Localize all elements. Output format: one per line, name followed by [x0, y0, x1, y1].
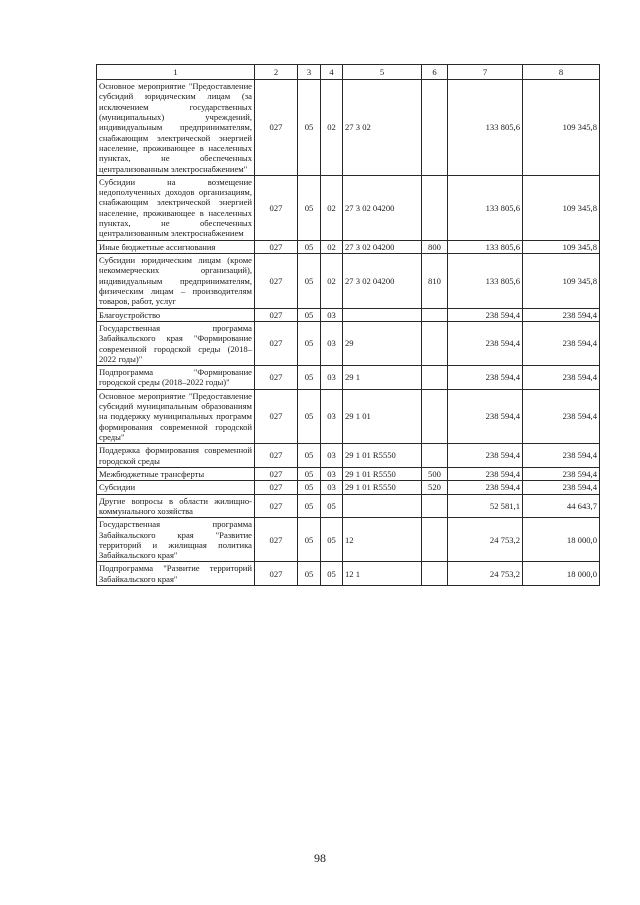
table-row	[97, 366, 600, 390]
table-row	[97, 80, 600, 176]
section-cell: 05	[298, 389, 321, 444]
amount-cell: 238 594,4	[448, 481, 523, 494]
name-cell: Поддержка формирования современной городской среды	[97, 444, 255, 468]
header-cell: 8	[523, 65, 600, 80]
amount-cell: 109 345,8	[523, 175, 600, 240]
table-row	[97, 494, 600, 518]
amount-cell: 44 643,7	[523, 494, 600, 518]
name-cell: Основное мероприятие "Предоставление субсидий юридическим лицам (за исключением государственных (муниципальных) учреждений, индивидуальным предпринимателям, снабжающим электрической энергией население, проживающее в населенных пунктах, не обеспеченных централизованным электроснабжением"	[97, 80, 255, 176]
amount-cell: 238 594,4	[523, 321, 600, 365]
table-row	[97, 467, 600, 480]
table-row	[97, 254, 600, 309]
section-cell: 05	[298, 366, 321, 390]
name-cell: Другие вопросы в области жилищно-коммунального хозяйства	[97, 494, 255, 518]
table-row	[97, 562, 600, 586]
expense-type-cell	[422, 518, 448, 562]
section-cell: 05	[298, 321, 321, 365]
section-cell: 05	[298, 518, 321, 562]
name-cell: Государственная программа Забайкальского края "Развитие территорий и жилищная политика Забайкальского края"	[97, 518, 255, 562]
amount-cell: 109 345,8	[523, 254, 600, 309]
amount-cell: 18 000,0	[523, 518, 600, 562]
subsection-cell: 02	[321, 240, 343, 253]
subsection-cell: 02	[321, 254, 343, 309]
target-article-cell	[343, 494, 422, 518]
name-cell: Благоустройство	[97, 308, 255, 321]
section-cell: 05	[298, 308, 321, 321]
table-body	[97, 65, 600, 586]
amount-cell: 238 594,4	[523, 389, 600, 444]
code-cell: 027	[255, 494, 298, 518]
amount-cell: 24 753,2	[448, 518, 523, 562]
table-row	[97, 444, 600, 468]
page-number: 98	[314, 851, 326, 865]
table-row	[97, 389, 600, 444]
section-cell: 05	[298, 254, 321, 309]
section-cell: 05	[298, 444, 321, 468]
name-cell: Подпрограмма "Формирование городской среды (2018–2022 годы)"	[97, 366, 255, 390]
table-row	[97, 518, 600, 562]
table-row	[97, 321, 600, 365]
subsection-cell: 02	[321, 80, 343, 176]
amount-cell: 238 594,4	[448, 467, 523, 480]
code-cell: 027	[255, 254, 298, 309]
target-article-cell: 29 1 01	[343, 389, 422, 444]
code-cell: 027	[255, 240, 298, 253]
expense-type-cell	[422, 444, 448, 468]
expense-type-cell	[422, 494, 448, 518]
budget-table	[96, 64, 600, 586]
subsection-cell: 05	[321, 494, 343, 518]
amount-cell: 238 594,4	[523, 481, 600, 494]
name-cell: Основное мероприятие "Предоставление субсидий муниципальным образованиям на поддержку муниципальных программ формирования современной городской среды"	[97, 389, 255, 444]
subsection-cell: 03	[321, 481, 343, 494]
amount-cell: 238 594,4	[448, 366, 523, 390]
subsection-cell: 05	[321, 562, 343, 586]
name-cell: Государственная программа Забайкальского края "Формирование современной городской среды (2018–2022 годы)"	[97, 321, 255, 365]
section-cell: 05	[298, 240, 321, 253]
amount-cell: 52 581,1	[448, 494, 523, 518]
code-cell: 027	[255, 366, 298, 390]
table-row	[97, 240, 600, 253]
amount-cell: 109 345,8	[523, 240, 600, 253]
amount-cell: 238 594,4	[523, 366, 600, 390]
target-article-cell: 29	[343, 321, 422, 365]
target-article-cell: 29 1 01 R5550	[343, 444, 422, 468]
target-article-cell: 27 3 02 04200	[343, 240, 422, 253]
header-cell: 6	[422, 65, 448, 80]
section-cell: 05	[298, 481, 321, 494]
target-article-cell: 29 1	[343, 366, 422, 390]
header-row	[97, 65, 600, 80]
expense-type-cell	[422, 562, 448, 586]
amount-cell: 238 594,4	[448, 308, 523, 321]
subsection-cell: 03	[321, 467, 343, 480]
expense-type-cell: 520	[422, 481, 448, 494]
subsection-cell: 03	[321, 389, 343, 444]
table-row	[97, 175, 600, 240]
expense-type-cell	[422, 389, 448, 444]
table-row	[97, 308, 600, 321]
section-cell: 05	[298, 175, 321, 240]
name-cell: Субсидии	[97, 481, 255, 494]
subsection-cell: 03	[321, 321, 343, 365]
amount-cell: 238 594,4	[448, 444, 523, 468]
amount-cell: 238 594,4	[523, 308, 600, 321]
table-row	[97, 481, 600, 494]
expense-type-cell: 800	[422, 240, 448, 253]
amount-cell: 238 594,4	[448, 389, 523, 444]
header-cell: 2	[255, 65, 298, 80]
subsection-cell: 05	[321, 518, 343, 562]
amount-cell: 24 753,2	[448, 562, 523, 586]
name-cell: Подпрограмма "Развитие территорий Забайкальского края"	[97, 562, 255, 586]
amount-cell: 18 000,0	[523, 562, 600, 586]
amount-cell: 133 805,6	[448, 80, 523, 176]
header-cell: 5	[343, 65, 422, 80]
header-cell: 4	[321, 65, 343, 80]
expense-type-cell: 810	[422, 254, 448, 309]
target-article-cell: 29 1 01 R5550	[343, 467, 422, 480]
amount-cell: 238 594,4	[448, 321, 523, 365]
amount-cell: 133 805,6	[448, 240, 523, 253]
expense-type-cell	[422, 321, 448, 365]
header-cell: 7	[448, 65, 523, 80]
section-cell: 05	[298, 494, 321, 518]
amount-cell: 133 805,6	[448, 254, 523, 309]
code-cell: 027	[255, 389, 298, 444]
amount-cell: 109 345,8	[523, 80, 600, 176]
subsection-cell: 03	[321, 444, 343, 468]
amount-cell: 238 594,4	[523, 467, 600, 480]
code-cell: 027	[255, 308, 298, 321]
amount-cell: 133 805,6	[448, 175, 523, 240]
expense-type-cell	[422, 175, 448, 240]
expense-type-cell: 500	[422, 467, 448, 480]
target-article-cell: 29 1 01 R5550	[343, 481, 422, 494]
target-article-cell: 27 3 02	[343, 80, 422, 176]
code-cell: 027	[255, 444, 298, 468]
target-article-cell: 27 3 02 04200	[343, 175, 422, 240]
target-article-cell: 12 1	[343, 562, 422, 586]
header-cell: 1	[97, 65, 255, 80]
header-cell: 3	[298, 65, 321, 80]
name-cell: Иные бюджетные ассигнования	[97, 240, 255, 253]
subsection-cell: 02	[321, 175, 343, 240]
name-cell: Межбюджетные трансферты	[97, 467, 255, 480]
code-cell: 027	[255, 518, 298, 562]
section-cell: 05	[298, 562, 321, 586]
subsection-cell: 03	[321, 366, 343, 390]
expense-type-cell	[422, 80, 448, 176]
name-cell: Субсидии на возмещение недополученных доходов организациям, снабжающим электрической энергией население, проживающее в населенных пунктах, не обеспеченных централизованным электроснабжением	[97, 175, 255, 240]
target-article-cell	[343, 308, 422, 321]
code-cell: 027	[255, 321, 298, 365]
code-cell: 027	[255, 562, 298, 586]
name-cell: Субсидии юридическим лицам (кроме некоммерческих организаций), индивидуальным предпринимателям, физическим лицам – производителям товаров, работ, услуг	[97, 254, 255, 309]
code-cell: 027	[255, 467, 298, 480]
amount-cell: 238 594,4	[523, 444, 600, 468]
code-cell: 027	[255, 481, 298, 494]
expense-type-cell	[422, 308, 448, 321]
section-cell: 05	[298, 467, 321, 480]
expense-type-cell	[422, 366, 448, 390]
target-article-cell: 27 3 02 04200	[343, 254, 422, 309]
section-cell: 05	[298, 80, 321, 176]
target-article-cell: 12	[343, 518, 422, 562]
subsection-cell: 03	[321, 308, 343, 321]
code-cell: 027	[255, 175, 298, 240]
code-cell: 027	[255, 80, 298, 176]
